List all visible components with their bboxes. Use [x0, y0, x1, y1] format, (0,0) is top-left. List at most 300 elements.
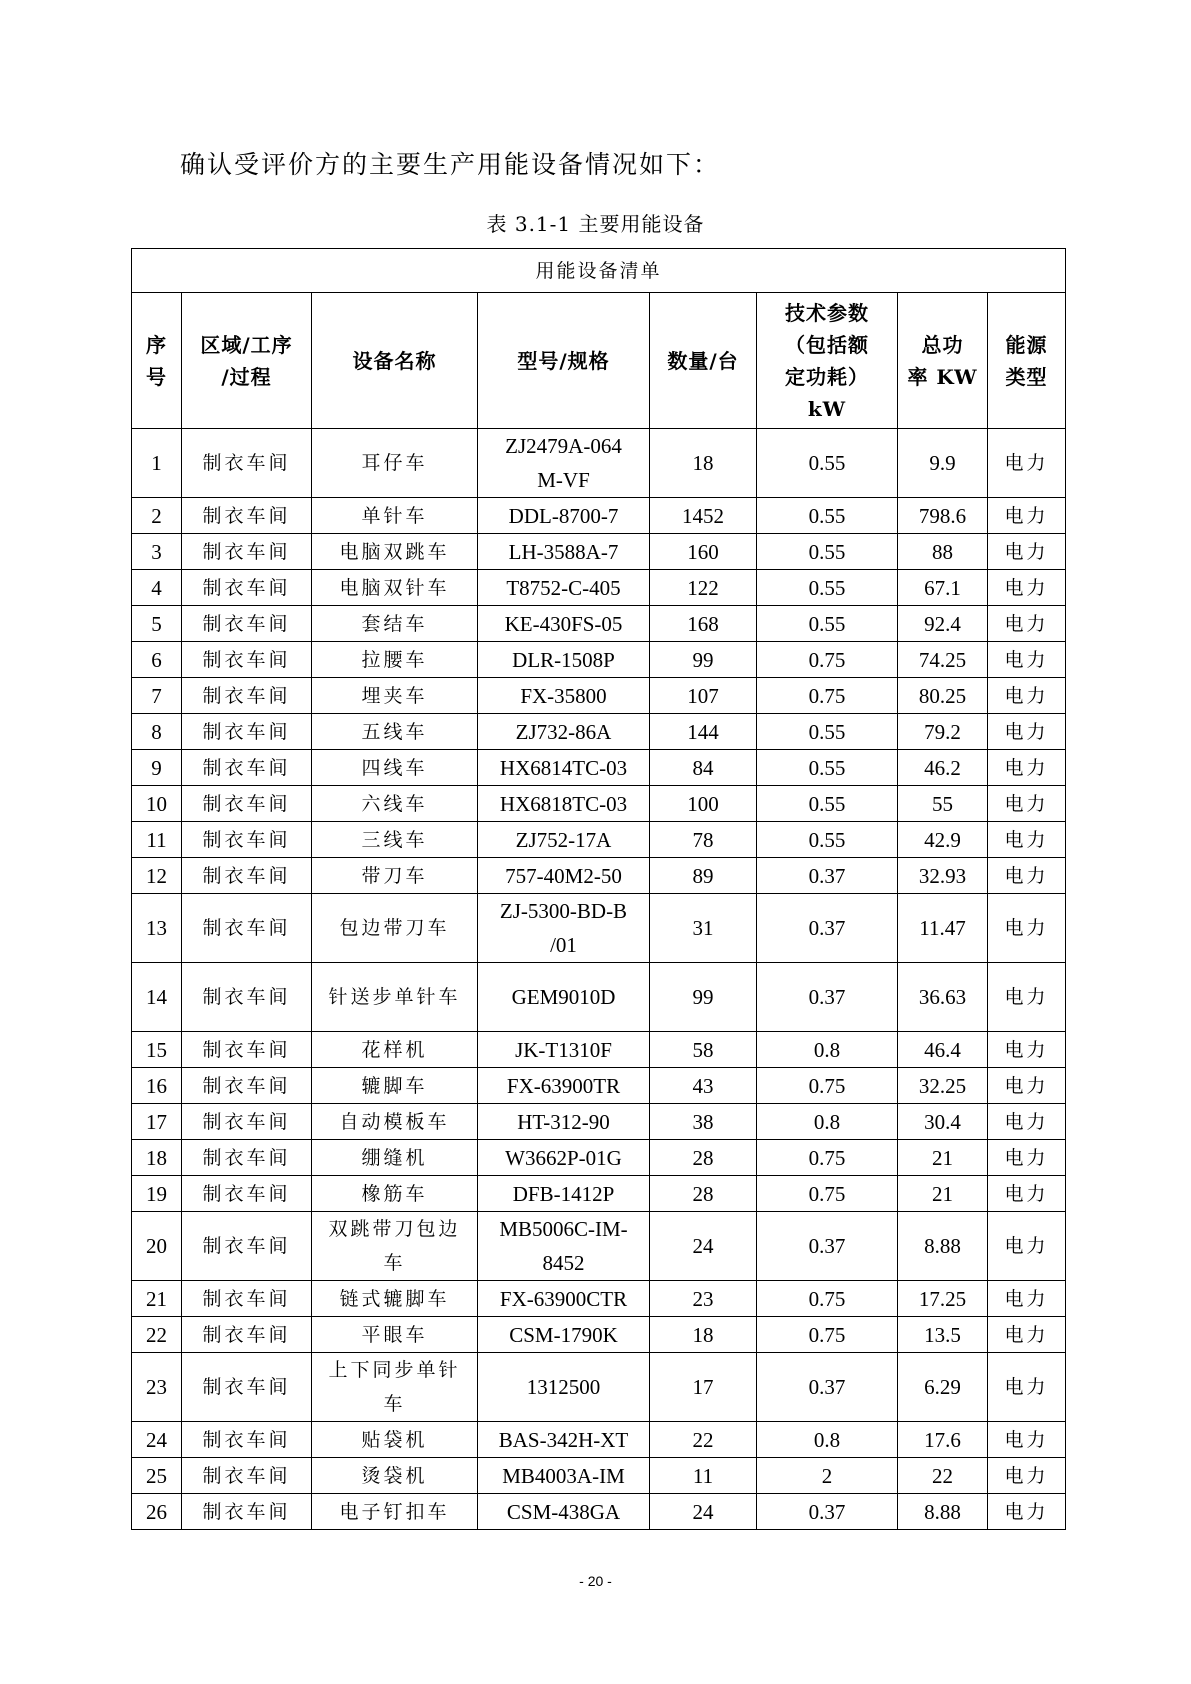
cell-name-line: 双跳带刀包边 — [328, 1218, 461, 1240]
cell-total: 798.6 — [898, 498, 988, 534]
cell-name — [312, 714, 478, 750]
table-caption: 表 3.1-1 主要用能设备 — [486, 212, 705, 236]
cell-area: 制衣车间 — [182, 1353, 312, 1422]
cell-total: 42.9 — [898, 822, 988, 858]
cell-name-line: 拉腰车 — [361, 648, 428, 671]
cell-qty: 168 — [650, 606, 757, 642]
cell-energy: 电力 — [988, 1458, 1066, 1494]
cell-name — [312, 1212, 478, 1281]
cell-total: 74.25 — [898, 642, 988, 678]
intro-text: 确认受评价方的主要生产用能设备情况如下： — [180, 150, 721, 179]
cell-kw: 0.37 — [757, 858, 898, 894]
header-line: 技术参数 — [785, 300, 869, 325]
cell-qty: 17 — [650, 1353, 757, 1422]
cell-kw: 0.55 — [757, 606, 898, 642]
cell-area: 制衣车间 — [182, 1458, 312, 1494]
cell-energy: 电力 — [988, 1176, 1066, 1212]
cell-name — [312, 534, 478, 570]
cell-area: 制衣车间 — [182, 678, 312, 714]
cell-name — [312, 1422, 478, 1458]
cell-model-line: MB4003A-IM — [502, 1463, 625, 1488]
cell-area: 制衣车间 — [182, 750, 312, 786]
cell-model-line: W3662P-01G — [505, 1145, 622, 1170]
cell-total: 8.88 — [898, 1494, 988, 1530]
cell-model — [478, 822, 650, 858]
cell-name-line: 埋夹车 — [361, 684, 428, 707]
header-line: 类型 — [1005, 364, 1048, 389]
cell-no: 20 — [132, 1212, 182, 1281]
cell-model — [478, 1140, 650, 1176]
cell-area: 制衣车间 — [182, 1140, 312, 1176]
cell-area: 制衣车间 — [182, 822, 312, 858]
header-model — [478, 293, 650, 429]
table-header-row — [132, 293, 1066, 429]
cell-model-line: HT-312-90 — [517, 1109, 610, 1134]
cell-total: 17.25 — [898, 1281, 988, 1317]
cell-model — [478, 1068, 650, 1104]
cell-no: 6 — [132, 642, 182, 678]
cell-total: 80.25 — [898, 678, 988, 714]
cell-model — [478, 1104, 650, 1140]
cell-total: 32.25 — [898, 1068, 988, 1104]
table-row — [132, 1317, 1066, 1353]
cell-no: 5 — [132, 606, 182, 642]
cell-energy: 电力 — [988, 642, 1066, 678]
table-row — [132, 1281, 1066, 1317]
cell-total: 32.93 — [898, 858, 988, 894]
cell-model-line: LH-3588A-7 — [508, 539, 619, 564]
cell-name-line: 五线车 — [361, 720, 428, 743]
cell-model-line: JK-T1310F — [515, 1037, 612, 1062]
cell-qty: 89 — [650, 858, 757, 894]
cell-area: 制衣车间 — [182, 1212, 312, 1281]
cell-name-line: 电脑双针车 — [339, 576, 450, 599]
header-line: 率 KW — [907, 364, 978, 389]
cell-qty: 58 — [650, 1032, 757, 1068]
table-row — [132, 570, 1066, 606]
cell-no: 4 — [132, 570, 182, 606]
cell-total: 8.88 — [898, 1212, 988, 1281]
page-number: - 20 - — [579, 1573, 612, 1589]
cell-no: 25 — [132, 1458, 182, 1494]
cell-energy: 电力 — [988, 1032, 1066, 1068]
cell-name — [312, 1353, 478, 1422]
cell-model-line: CSM-438GA — [506, 1499, 621, 1524]
cell-name — [312, 1494, 478, 1530]
cell-energy: 电力 — [988, 534, 1066, 570]
cell-no: 1 — [132, 429, 182, 498]
header-line: 定功耗） — [785, 364, 869, 389]
cell-name — [312, 498, 478, 534]
cell-energy: 电力 — [988, 1068, 1066, 1104]
cell-model — [478, 714, 650, 750]
cell-kw: 0.55 — [757, 570, 898, 606]
cell-model — [478, 963, 650, 1032]
cell-qty: 1452 — [650, 498, 757, 534]
cell-energy: 电力 — [988, 1317, 1066, 1353]
cell-name-line: 针送步单针车 — [328, 986, 461, 1008]
table-row — [132, 1458, 1066, 1494]
cell-area: 制衣车间 — [182, 1281, 312, 1317]
cell-no: 23 — [132, 1353, 182, 1422]
cell-energy: 电力 — [988, 750, 1066, 786]
cell-model — [478, 1422, 650, 1458]
cell-total: 88 — [898, 534, 988, 570]
header-line: 设备名称 — [352, 348, 437, 373]
header-line: 总功 — [921, 332, 964, 357]
cell-model — [478, 429, 650, 498]
cell-name — [312, 822, 478, 858]
cell-kw: 0.75 — [757, 1317, 898, 1353]
cell-no: 9 — [132, 750, 182, 786]
cell-model-line: HX6814TC-03 — [499, 755, 628, 780]
cell-area: 制衣车间 — [182, 606, 312, 642]
cell-name-line: 电脑双跳车 — [339, 540, 450, 563]
cell-model — [478, 606, 650, 642]
cell-model-line: ZJ2479A-064 — [505, 434, 622, 458]
cell-model-line: DFB-1412P — [512, 1181, 615, 1206]
cell-total: 92.4 — [898, 606, 988, 642]
cell-area: 制衣车间 — [182, 429, 312, 498]
cell-qty: 99 — [650, 963, 757, 1032]
cell-model-line: BAS-342H-XT — [498, 1427, 629, 1452]
cell-energy: 电力 — [988, 963, 1066, 1032]
cell-no: 8 — [132, 714, 182, 750]
cell-name — [312, 606, 478, 642]
cell-name-line: 单针车 — [361, 504, 428, 527]
cell-name-line: 四线车 — [361, 756, 428, 779]
cell-energy: 电力 — [988, 858, 1066, 894]
cell-name-line: 自动模板车 — [339, 1110, 450, 1133]
cell-model — [478, 1353, 650, 1422]
cell-name — [312, 894, 478, 963]
cell-qty: 99 — [650, 642, 757, 678]
cell-kw: 0.8 — [757, 1032, 898, 1068]
header-line: 型号/规格 — [517, 348, 610, 373]
cell-name-line: 车 — [383, 1393, 406, 1415]
table-row — [132, 1353, 1066, 1422]
cell-total: 30.4 — [898, 1104, 988, 1140]
header-area — [182, 293, 312, 429]
cell-no: 12 — [132, 858, 182, 894]
header-total — [898, 293, 988, 429]
table-row — [132, 678, 1066, 714]
cell-area: 制衣车间 — [182, 894, 312, 963]
cell-name-line: 花样机 — [361, 1038, 428, 1061]
cell-name — [312, 963, 478, 1032]
cell-model — [478, 786, 650, 822]
cell-energy: 电力 — [988, 1140, 1066, 1176]
cell-no: 14 — [132, 963, 182, 1032]
table-banner: 用能设备清单 — [132, 249, 1066, 293]
cell-qty: 43 — [650, 1068, 757, 1104]
cell-no: 19 — [132, 1176, 182, 1212]
cell-model-line: ZJ732-86A — [515, 719, 612, 744]
cell-kw: 0.55 — [757, 429, 898, 498]
header-qty — [650, 293, 757, 429]
cell-no: 16 — [132, 1068, 182, 1104]
cell-name-line: 带刀车 — [361, 864, 428, 887]
table-row — [132, 1068, 1066, 1104]
cell-kw: 0.37 — [757, 1212, 898, 1281]
cell-qty: 38 — [650, 1104, 757, 1140]
cell-model — [478, 1458, 650, 1494]
cell-qty: 84 — [650, 750, 757, 786]
cell-no: 17 — [132, 1104, 182, 1140]
cell-qty: 24 — [650, 1212, 757, 1281]
cell-total: 79.2 — [898, 714, 988, 750]
cell-total: 46.2 — [898, 750, 988, 786]
cell-kw: 0.55 — [757, 534, 898, 570]
cell-energy: 电力 — [988, 429, 1066, 498]
table-row — [132, 894, 1066, 963]
table-row — [132, 714, 1066, 750]
cell-model-line: FX-63900TR — [506, 1073, 621, 1098]
cell-total: 21 — [898, 1176, 988, 1212]
cell-model — [478, 1317, 650, 1353]
header-no — [132, 293, 182, 429]
cell-area: 制衣车间 — [182, 1104, 312, 1140]
cell-total: 9.9 — [898, 429, 988, 498]
equipment-table — [131, 248, 1066, 1530]
header-line: 区域/工序 — [200, 332, 293, 357]
cell-model — [478, 1032, 650, 1068]
header-line: /过程 — [221, 364, 272, 389]
cell-model-line: 1312500 — [526, 1375, 601, 1399]
cell-qty: 31 — [650, 894, 757, 963]
cell-qty: 11 — [650, 1458, 757, 1494]
cell-model — [478, 678, 650, 714]
cell-energy: 电力 — [988, 714, 1066, 750]
cell-model-line: 757-40M2-50 — [505, 863, 622, 888]
cell-model-line: GEM9010D — [511, 985, 616, 1009]
cell-total: 22 — [898, 1458, 988, 1494]
cell-model-line: /01 — [550, 933, 577, 957]
cell-name-line: 三线车 — [361, 828, 428, 851]
cell-model — [478, 1494, 650, 1530]
cell-name — [312, 678, 478, 714]
cell-no: 11 — [132, 822, 182, 858]
table-row — [132, 498, 1066, 534]
table-row — [132, 963, 1066, 1032]
cell-energy: 电力 — [988, 1212, 1066, 1281]
cell-name-line: 上下同步单针 — [328, 1359, 461, 1381]
cell-qty: 107 — [650, 678, 757, 714]
cell-name-line: 六线车 — [361, 792, 428, 815]
cell-energy: 电力 — [988, 1353, 1066, 1422]
cell-kw: 0.37 — [757, 1353, 898, 1422]
header-kw — [757, 293, 898, 429]
table-row — [132, 822, 1066, 858]
cell-qty: 144 — [650, 714, 757, 750]
cell-model — [478, 498, 650, 534]
cell-energy: 电力 — [988, 606, 1066, 642]
cell-energy: 电力 — [988, 1494, 1066, 1530]
cell-area: 制衣车间 — [182, 1317, 312, 1353]
cell-no: 15 — [132, 1032, 182, 1068]
cell-model-line: HX6818TC-03 — [499, 791, 628, 816]
cell-name — [312, 786, 478, 822]
cell-model-line: ZJ-5300-BD-B — [499, 899, 628, 923]
cell-kw: 0.55 — [757, 498, 898, 534]
cell-model-line: DLR-1508P — [512, 647, 615, 672]
table-row — [132, 1140, 1066, 1176]
table-row — [132, 606, 1066, 642]
cell-name-line: 贴袋机 — [361, 1428, 428, 1451]
cell-model — [478, 750, 650, 786]
table-row — [132, 786, 1066, 822]
cell-qty: 78 — [650, 822, 757, 858]
cell-qty: 28 — [650, 1140, 757, 1176]
cell-area: 制衣车间 — [182, 1068, 312, 1104]
cell-no: 2 — [132, 498, 182, 534]
cell-total: 11.47 — [898, 894, 988, 963]
table-row — [132, 1422, 1066, 1458]
cell-name-line: 烫袋机 — [361, 1464, 428, 1487]
cell-name — [312, 1104, 478, 1140]
cell-total: 36.63 — [898, 963, 988, 1032]
cell-area: 制衣车间 — [182, 858, 312, 894]
header-line: 号 — [146, 364, 167, 389]
cell-model-line: ZJ752-17A — [515, 827, 612, 852]
cell-area: 制衣车间 — [182, 498, 312, 534]
header-energy — [988, 293, 1066, 429]
cell-model-line: MB5006C-IM- — [499, 1217, 628, 1241]
cell-total: 6.29 — [898, 1353, 988, 1422]
cell-model — [478, 1212, 650, 1281]
cell-energy: 电力 — [988, 1422, 1066, 1458]
cell-no: 3 — [132, 534, 182, 570]
cell-name-line: 绷缝机 — [361, 1146, 428, 1169]
cell-kw: 0.75 — [757, 1068, 898, 1104]
cell-kw: 0.37 — [757, 894, 898, 963]
cell-qty: 18 — [650, 1317, 757, 1353]
cell-model — [478, 858, 650, 894]
cell-name-line: 包边带刀车 — [339, 917, 450, 939]
cell-model-line: CSM-1790K — [509, 1322, 618, 1347]
header-line: 能源 — [1005, 332, 1048, 357]
cell-energy: 电力 — [988, 1104, 1066, 1140]
cell-no: 18 — [132, 1140, 182, 1176]
cell-model-line: T8752-C-405 — [506, 575, 621, 600]
cell-qty: 18 — [650, 429, 757, 498]
cell-kw: 0.55 — [757, 786, 898, 822]
header-name — [312, 293, 478, 429]
table-row — [132, 642, 1066, 678]
table-row — [132, 1212, 1066, 1281]
cell-name-line: 链式辘脚车 — [339, 1287, 450, 1310]
cell-name — [312, 1068, 478, 1104]
cell-kw: 2 — [757, 1458, 898, 1494]
cell-area: 制衣车间 — [182, 570, 312, 606]
cell-name-line: 电子钉扣车 — [339, 1500, 450, 1523]
cell-name-line: 耳仔车 — [361, 452, 428, 474]
cell-name — [312, 858, 478, 894]
cell-name — [312, 429, 478, 498]
cell-kw: 0.37 — [757, 963, 898, 1032]
cell-no: 26 — [132, 1494, 182, 1530]
cell-model-line: FX-35800 — [520, 683, 607, 708]
cell-name — [312, 1317, 478, 1353]
cell-total: 46.4 — [898, 1032, 988, 1068]
cell-qty: 23 — [650, 1281, 757, 1317]
cell-total: 17.6 — [898, 1422, 988, 1458]
cell-no: 21 — [132, 1281, 182, 1317]
cell-model — [478, 642, 650, 678]
cell-kw: 0.75 — [757, 1140, 898, 1176]
cell-model — [478, 570, 650, 606]
cell-model — [478, 894, 650, 963]
cell-energy: 电力 — [988, 498, 1066, 534]
cell-no: 10 — [132, 786, 182, 822]
cell-name-line: 橡筋车 — [361, 1182, 428, 1205]
cell-qty: 22 — [650, 1422, 757, 1458]
cell-kw: 0.8 — [757, 1104, 898, 1140]
cell-total: 13.5 — [898, 1317, 988, 1353]
cell-name — [312, 570, 478, 606]
cell-name-line: 车 — [383, 1252, 406, 1274]
cell-kw: 0.75 — [757, 678, 898, 714]
cell-name-line: 平眼车 — [361, 1323, 428, 1346]
cell-name — [312, 1176, 478, 1212]
cell-energy: 电力 — [988, 570, 1066, 606]
cell-kw: 0.75 — [757, 1176, 898, 1212]
table-row — [132, 858, 1066, 894]
cell-model-line: KE-430FS-05 — [504, 611, 623, 636]
cell-qty: 122 — [650, 570, 757, 606]
table-row — [132, 1494, 1066, 1530]
cell-no: 24 — [132, 1422, 182, 1458]
cell-kw: 0.55 — [757, 750, 898, 786]
header-line: 数量/台 — [667, 348, 739, 373]
cell-area: 制衣车间 — [182, 714, 312, 750]
cell-energy: 电力 — [988, 786, 1066, 822]
cell-name — [312, 1281, 478, 1317]
cell-total: 21 — [898, 1140, 988, 1176]
cell-kw: 0.55 — [757, 822, 898, 858]
table-row — [132, 1176, 1066, 1212]
header-line: kW — [807, 396, 847, 421]
cell-name — [312, 750, 478, 786]
cell-kw: 0.75 — [757, 642, 898, 678]
cell-area: 制衣车间 — [182, 534, 312, 570]
cell-qty: 100 — [650, 786, 757, 822]
cell-name — [312, 642, 478, 678]
header-line: 序 — [146, 332, 167, 357]
cell-model — [478, 1281, 650, 1317]
cell-kw: 0.55 — [757, 714, 898, 750]
cell-no: 22 — [132, 1317, 182, 1353]
table-row — [132, 534, 1066, 570]
cell-no: 7 — [132, 678, 182, 714]
cell-kw: 0.8 — [757, 1422, 898, 1458]
cell-area: 制衣车间 — [182, 963, 312, 1032]
cell-model-line: DDL-8700-7 — [508, 503, 619, 528]
cell-energy: 电力 — [988, 678, 1066, 714]
cell-area: 制衣车间 — [182, 1032, 312, 1068]
cell-area: 制衣车间 — [182, 642, 312, 678]
cell-area: 制衣车间 — [182, 1422, 312, 1458]
cell-qty: 24 — [650, 1494, 757, 1530]
cell-name — [312, 1458, 478, 1494]
table-banner-row — [132, 249, 1066, 293]
cell-qty: 28 — [650, 1176, 757, 1212]
cell-energy: 电力 — [988, 1281, 1066, 1317]
header-line: （包括额 — [785, 332, 869, 357]
table-row — [132, 750, 1066, 786]
cell-area: 制衣车间 — [182, 786, 312, 822]
cell-model-line: 8452 — [542, 1251, 585, 1275]
